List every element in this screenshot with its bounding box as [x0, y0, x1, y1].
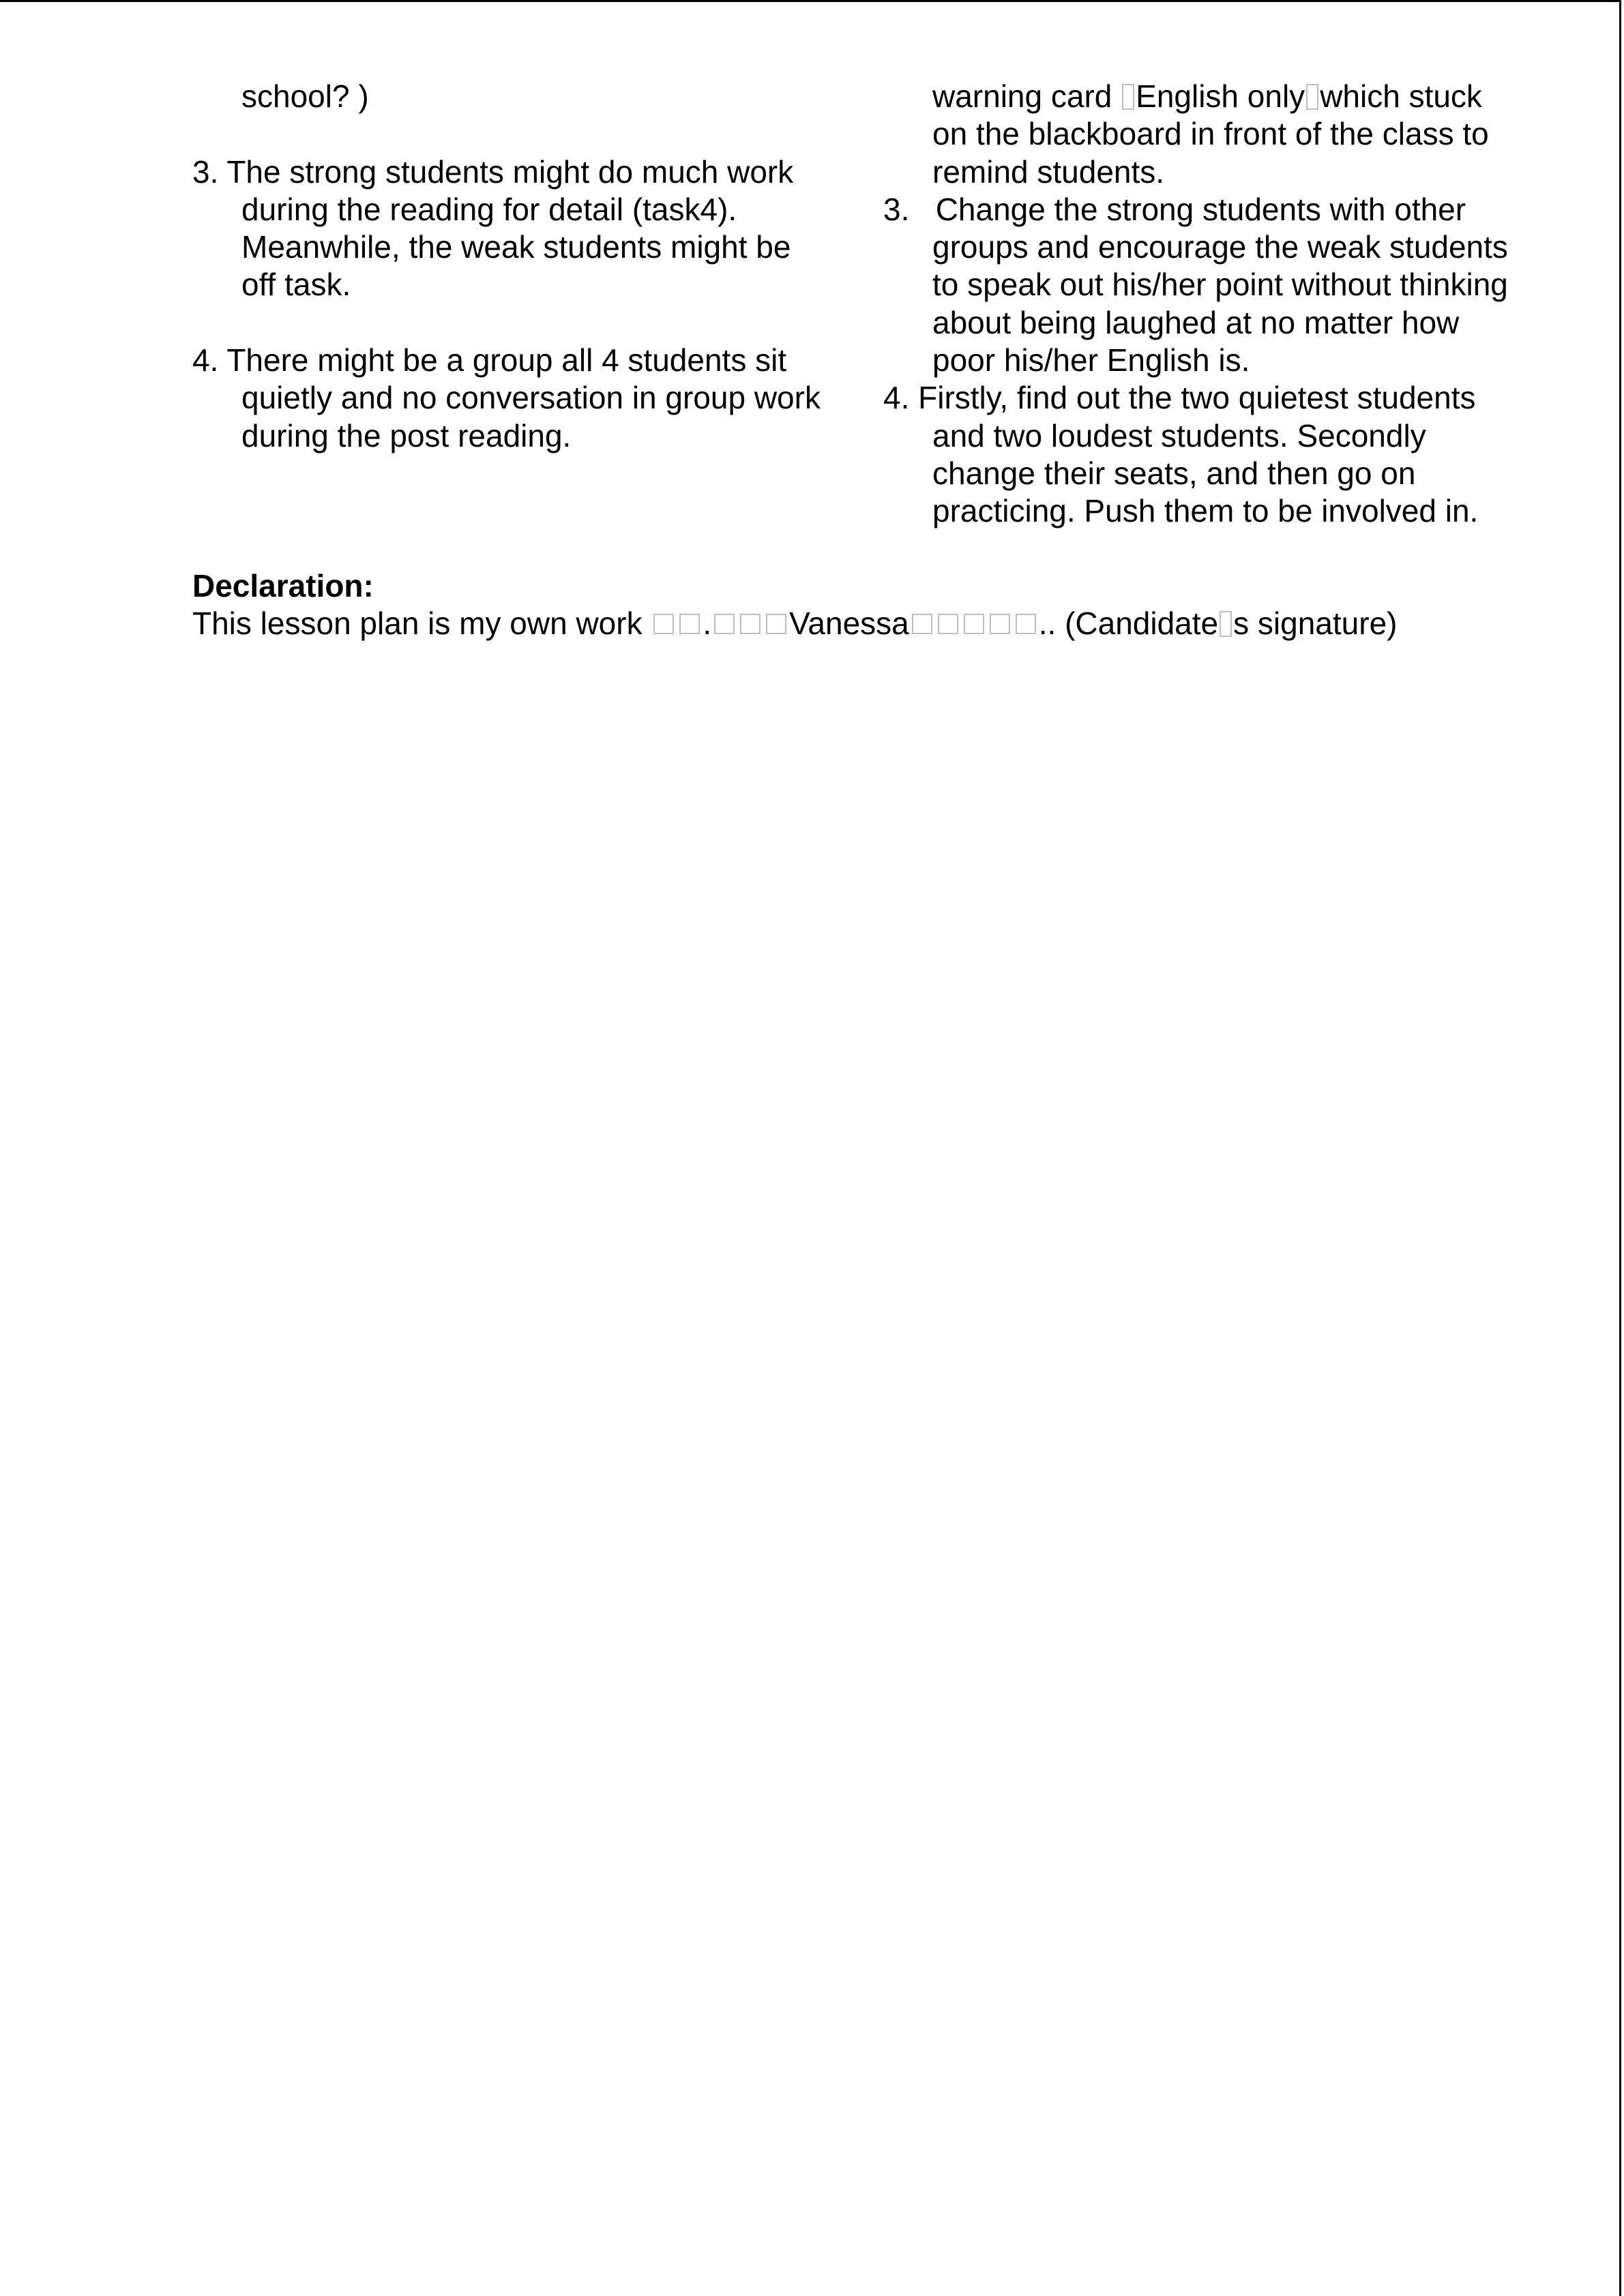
right-item-3-line: groups and encourage the weak students [932, 229, 1508, 265]
right-continuation-line: remind students. [932, 153, 1165, 190]
right-item-3-line: to speak out his/her point without thinking [932, 267, 1508, 303]
warning-card-prefix: warning card [932, 78, 1121, 114]
right-item-3-line: poor his/her English is. [932, 342, 1250, 378]
left-item-4 [192, 342, 861, 455]
right-item-3-line: about being laughed at no matter how [932, 304, 1460, 340]
left-item-3-line: 3. The strong students might do much work [192, 153, 794, 190]
missing-glyph-box [714, 614, 735, 634]
declaration-text: This lesson plan is my own work [192, 606, 651, 642]
candidate-label: (Candidate [1056, 606, 1219, 642]
declaration-heading: Declaration: [192, 568, 374, 603]
left-continuation: school? ) [241, 78, 369, 114]
right-item-4-line: practicing. Push them to be involved in. [932, 493, 1479, 529]
right-item-3-line: 3. Change the strong students with other [883, 191, 1466, 227]
spacer [192, 304, 861, 342]
declaration-dot: . [703, 606, 712, 642]
signature-label: s signature) [1233, 606, 1398, 642]
missing-glyph-box [653, 614, 674, 634]
right-item-4-line: 4. Firstly, find out the two quietest students [883, 380, 1476, 416]
missing-glyph-box [1016, 614, 1036, 634]
missing-glyph-box [1306, 84, 1318, 110]
right-continuation-line: on the blackboard in front of the class to [932, 116, 1489, 152]
right-item-4-line: and two loudest students. Secondly [932, 417, 1426, 453]
left-item-3-line: off task. [241, 267, 351, 303]
warning-card-suffix: which stuck [1320, 78, 1482, 114]
declaration-statement [192, 605, 1591, 642]
missing-glyph-box [912, 614, 932, 634]
spacer [192, 115, 861, 153]
right-item-4 [883, 379, 1565, 530]
candidate-name: Vanessa [789, 606, 909, 642]
right-column [883, 78, 1565, 531]
left-item-4-line: 4. There might be a group all 4 students sit [192, 342, 787, 378]
missing-glyph-box [740, 614, 761, 634]
left-item-4-line: during the post reading. [241, 417, 572, 453]
left-item-4-line: quietly and no conversation in group work [241, 380, 821, 416]
left-item-3-line: Meanwhile, the weak students might be [241, 229, 791, 265]
right-continuation-first-line [883, 78, 1565, 115]
english-only-label: English only [1136, 78, 1305, 114]
left-item-3-line: during the reading for detail (task4). [241, 191, 737, 227]
missing-glyph-box [938, 614, 958, 634]
missing-glyph-box [964, 614, 984, 634]
declaration-section [192, 567, 1591, 643]
declaration-dots: .. [1038, 606, 1057, 642]
missing-glyph-box [1220, 611, 1232, 637]
missing-glyph-box [766, 614, 786, 634]
right-item-3 [883, 191, 1565, 379]
left-item-3 [192, 153, 861, 304]
right-item-4-line: change their seats, and then go on [932, 455, 1416, 491]
missing-glyph-box [679, 614, 700, 634]
missing-glyph-box [990, 614, 1010, 634]
missing-glyph-box [1122, 84, 1134, 110]
left-column [192, 78, 861, 455]
